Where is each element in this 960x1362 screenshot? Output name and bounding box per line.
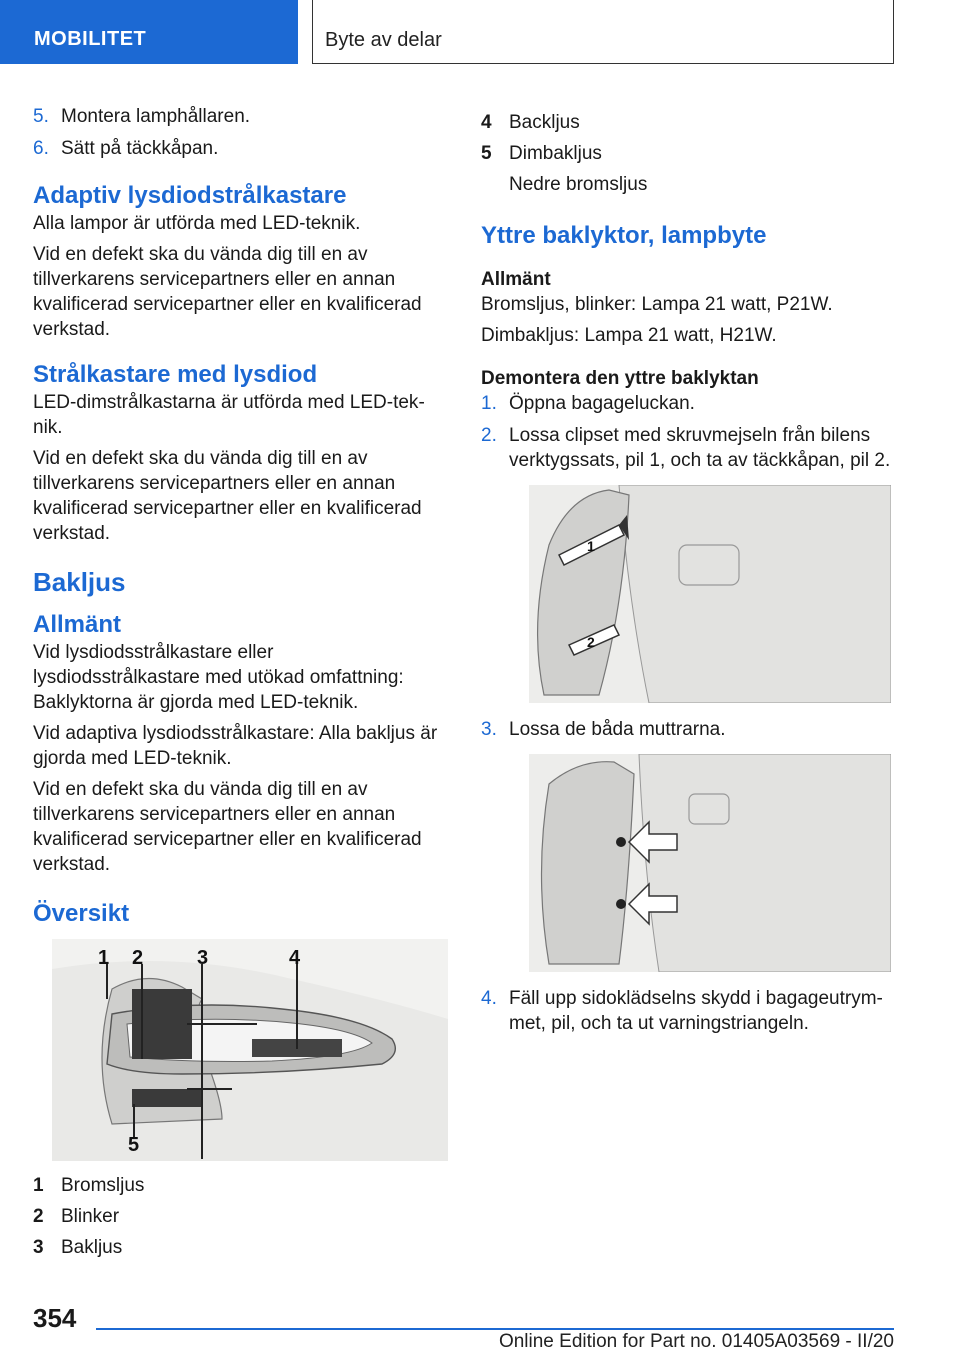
- legend-item-1: 1 Bromsljus: [33, 1175, 145, 1196]
- figure-label-4: 4: [289, 947, 301, 969]
- chapter-title: Byte av delar: [325, 29, 442, 51]
- subheading-allmant: Allmänt: [33, 611, 122, 638]
- arrow-label-1: 1: [587, 538, 595, 554]
- heading-outer-taillights: Yttre baklyktor, lampbyte: [481, 222, 767, 249]
- paragraph: Bromsljus, blinker: Lampa 21 watt, P21W.: [481, 294, 833, 315]
- legend-item-5-cont: Nedre bromsljus: [509, 174, 648, 195]
- heading-oversikt: Översikt: [33, 900, 130, 927]
- nuts-figure: [529, 754, 891, 972]
- legend-item-4: 4 Backljus: [481, 112, 580, 133]
- figure-label-1: 1: [98, 947, 110, 969]
- paragraph: Vid en defekt ska du vända dig till en av tillverkarens servicepartners eller en annan kvalificerad servicepartner eller en kvalificerad verkstad.: [33, 448, 422, 544]
- step-5: 5. Montera lamphållaren.: [33, 106, 251, 127]
- figure-label-5: 5: [128, 1134, 140, 1156]
- cover-removal-figure: [529, 485, 891, 703]
- paragraph: Vid lysdiodsstrålkastare eller lysdiodsstrålkastare med utökad omfattning: Baklyktorna är gjorda med LED-teknik.: [33, 642, 404, 713]
- arrow-label-2: 2: [587, 634, 595, 650]
- figure-label-2: 2: [132, 947, 144, 969]
- subheading-remove: Demontera den yttre baklyktan: [481, 368, 759, 389]
- paragraph: Alla lampor är utförda med LED-teknik.: [33, 213, 361, 234]
- subheading-general: Allmänt: [481, 269, 551, 290]
- paragraph: Vid en defekt ska du vända dig till en av tillverkarens servicepartners eller en annan kvalificerad servicepartner eller en kvalificerad verkstad.: [33, 244, 422, 340]
- heading-adaptive: Adaptiv lysdiodstrålkastare: [33, 182, 347, 209]
- step-6: 6. Sätt på täckkåpan.: [33, 138, 219, 159]
- footer-divider: [96, 1328, 894, 1330]
- right-column: [481, 110, 893, 1043]
- trunk-cover-illustration: [529, 485, 891, 703]
- footer-edition: Online Edition for Part no. 01405A03569 - II/20: [498, 1331, 894, 1352]
- paragraph: Dimbakljus: Lampa 21 watt, H21W.: [481, 325, 777, 346]
- heading-bakljus: Bakljus: [33, 567, 126, 597]
- paragraph: LED-dimstrålkastarna är utförda med LED-teknik.: [33, 392, 425, 438]
- chapter-tab: [312, 0, 894, 64]
- legend-item-5: 5 Dimbakljus: [481, 143, 602, 164]
- step-4: 4. Fäll upp sidoklädselns skydd i bagageutrymmet, pil, och ta ut varningstriangeln.: [481, 988, 883, 1034]
- section-tab: [0, 0, 298, 64]
- paragraph: Vid en defekt ska du vända dig till en av tillverkarens servicepartners eller en annan kvalificerad servicepartner eller en kvalificerad verkstad.: [33, 779, 422, 875]
- step-1: 1. Öppna bagageluckan.: [481, 393, 695, 414]
- step-2: 2. Lossa clipset med skruvmejseln från bilens verktygssats, pil 1, och ta av täckkåpan, pil 2.: [481, 425, 891, 471]
- figure-label-3: 3: [197, 947, 209, 969]
- heading-led: Strålkastare med lysdiod: [33, 361, 318, 388]
- paragraph: Vid adaptiva lysdiodsstrålkastare: Alla bakljus är gjorda med LED-teknik.: [33, 723, 438, 769]
- legend-item-3: 3 Bakljus: [33, 1237, 123, 1258]
- page-number: 354: [33, 1303, 77, 1333]
- step-3: 3. Lossa de båda muttrarna.: [481, 719, 726, 740]
- taillight-overview-figure: [52, 939, 448, 1161]
- left-column: [33, 104, 443, 1266]
- legend-item-2: 2 Blinker: [33, 1206, 120, 1227]
- section-label: MOBILITET: [34, 28, 147, 50]
- taillight-illustration: [52, 939, 448, 1161]
- nuts-illustration: [529, 754, 891, 972]
